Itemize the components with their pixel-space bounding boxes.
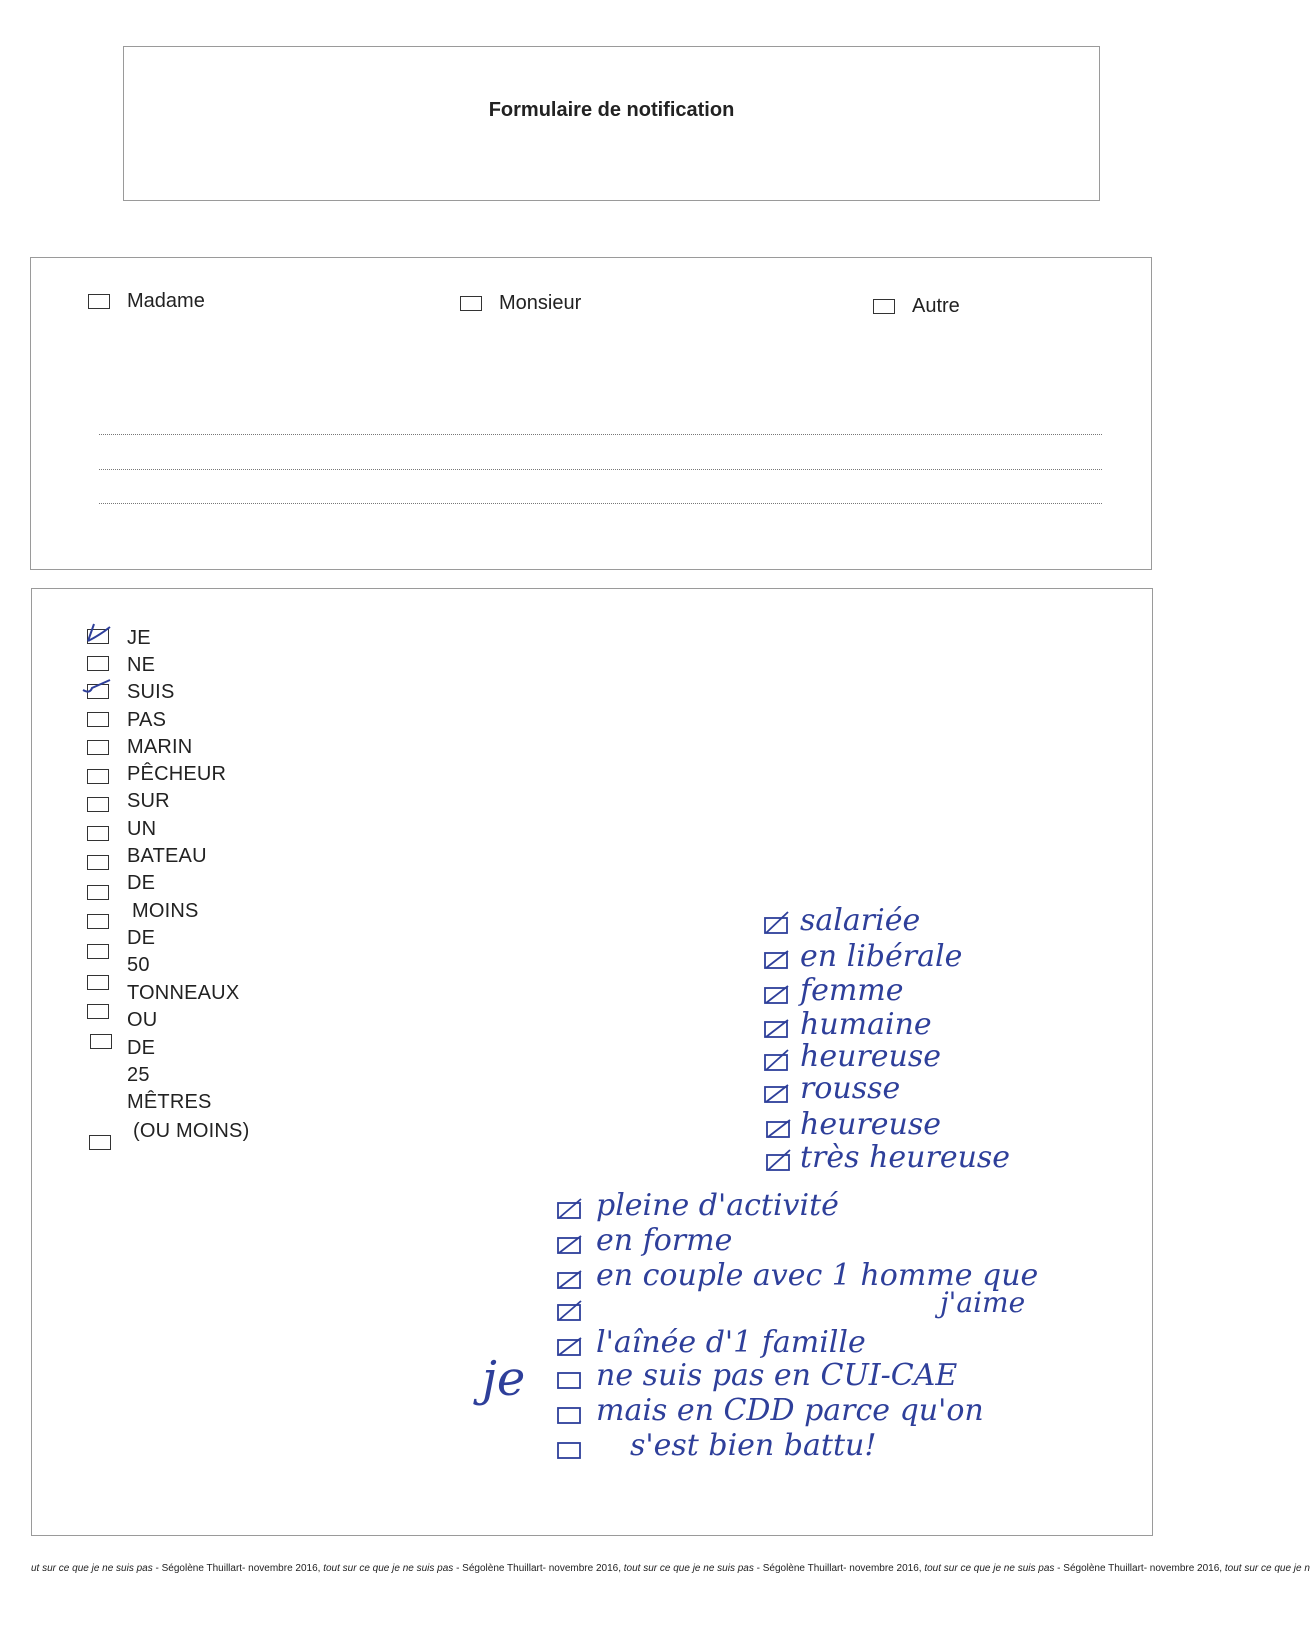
statement-word: DE [127,1037,156,1059]
footer-segment: ut sur ce que je ne suis pas [31,1563,153,1574]
hw-text: femme [800,973,904,1008]
statement-word: SUIS [127,681,175,703]
hw-text: salariée [800,903,921,938]
statement-word: UN [127,818,157,840]
footer-credit [31,1563,1310,1574]
hw-text: en couple avec 1 homme que [596,1258,1039,1293]
footer-segment: tout sur ce que je ne suis pas [924,1563,1055,1574]
civility-section [30,257,1152,570]
fill-line-3[interactable] [99,503,1102,504]
hw-text: l'aînée d'1 famille [596,1325,866,1360]
madame-label: Madame [127,290,205,312]
statement-word: PÊCHEUR [127,763,227,785]
footer-segment: tout sur ce que je n [1224,1563,1310,1574]
statement-word: MÊTRES [127,1091,212,1113]
statement-word: OU [127,1009,158,1031]
hw-text: j'aime [940,1286,1026,1319]
fill-line-1[interactable] [99,434,1102,435]
hw-text: pleine d'activité [596,1188,839,1223]
civility-option-monsieur[interactable] [460,292,581,315]
autre-label: Autre [912,295,960,317]
hw-text: très heureuse [800,1140,1011,1175]
checkbox-marin[interactable] [87,740,109,755]
civility-option-autre[interactable] [873,295,960,318]
page-title: Formulaire de notification [488,99,735,121]
hw-text: s'est bien battu! [630,1428,877,1463]
statement-word: PAS [127,709,167,731]
statement-word: BATEAU [127,845,207,867]
checkbox-50[interactable] [87,975,109,990]
statement-word: JE [127,627,151,649]
civility-option-madame[interactable] [88,290,205,313]
statement-word: TONNEAUX [127,982,240,1004]
checkbox-ou[interactable] [90,1034,112,1049]
checkbox-bateau[interactable] [87,855,109,870]
hw-prefix: je [482,1351,526,1407]
form-title-box [123,46,1100,201]
footer-segment: - Ségolène Thuillart- novembre 2016, [453,1563,624,1574]
statement-word: NE [127,654,156,676]
checkbox-un[interactable] [87,826,109,841]
checkbox-suis[interactable] [87,684,109,699]
hw-text: mais en CDD parce qu'on [596,1393,984,1428]
monsieur-checkbox[interactable] [460,296,482,311]
madame-checkbox[interactable] [88,294,110,309]
footer-segment: - Ségolène Thuillart- novembre 2016, [1054,1563,1225,1574]
statement-word: SUR [127,790,170,812]
statement-word: 25 [127,1064,150,1086]
statement-word: (OU MOINS) [133,1120,250,1142]
checkbox-de-2[interactable] [87,944,109,959]
autre-checkbox[interactable] [873,299,895,314]
checkbox-je[interactable] [87,629,109,644]
statement-section [31,588,1153,1536]
footer-segment: tout sur ce que je ne suis pas [623,1563,754,1574]
checkbox-ou-moins[interactable] [89,1135,111,1150]
checkbox-pecheur[interactable] [87,769,109,784]
checkbox-moins[interactable] [87,914,109,929]
checkbox-ne[interactable] [87,656,109,671]
monsieur-label: Monsieur [499,292,582,314]
statement-word: MARIN [127,736,193,758]
statement-word: MOINS [132,900,199,922]
statement-word: 50 [127,954,150,976]
hw-text: humaine [800,1007,932,1042]
hw-text: rousse [800,1071,901,1106]
statement-word: DE [127,927,156,949]
checkbox-pas[interactable] [87,712,109,727]
checkbox-sur[interactable] [87,797,109,812]
statement-word: DE [127,872,156,894]
footer-segment: - Ségolène Thuillart- novembre 2016, [753,1563,925,1574]
fill-line-2[interactable] [99,469,1102,470]
footer-segment: - Ségolène Thuillart- novembre 2016, [152,1563,324,1574]
hw-text: en libérale [800,939,963,974]
footer-segment: tout sur ce que je ne suis pas [323,1563,454,1574]
hw-text: heureuse [800,1039,941,1074]
hw-text: en forme [596,1223,733,1258]
hw-text: ne suis pas en CUI-CAE [596,1358,958,1393]
checkbox-de-1[interactable] [87,885,109,900]
checkbox-tonneaux[interactable] [87,1004,109,1019]
hw-text: heureuse [800,1107,941,1142]
